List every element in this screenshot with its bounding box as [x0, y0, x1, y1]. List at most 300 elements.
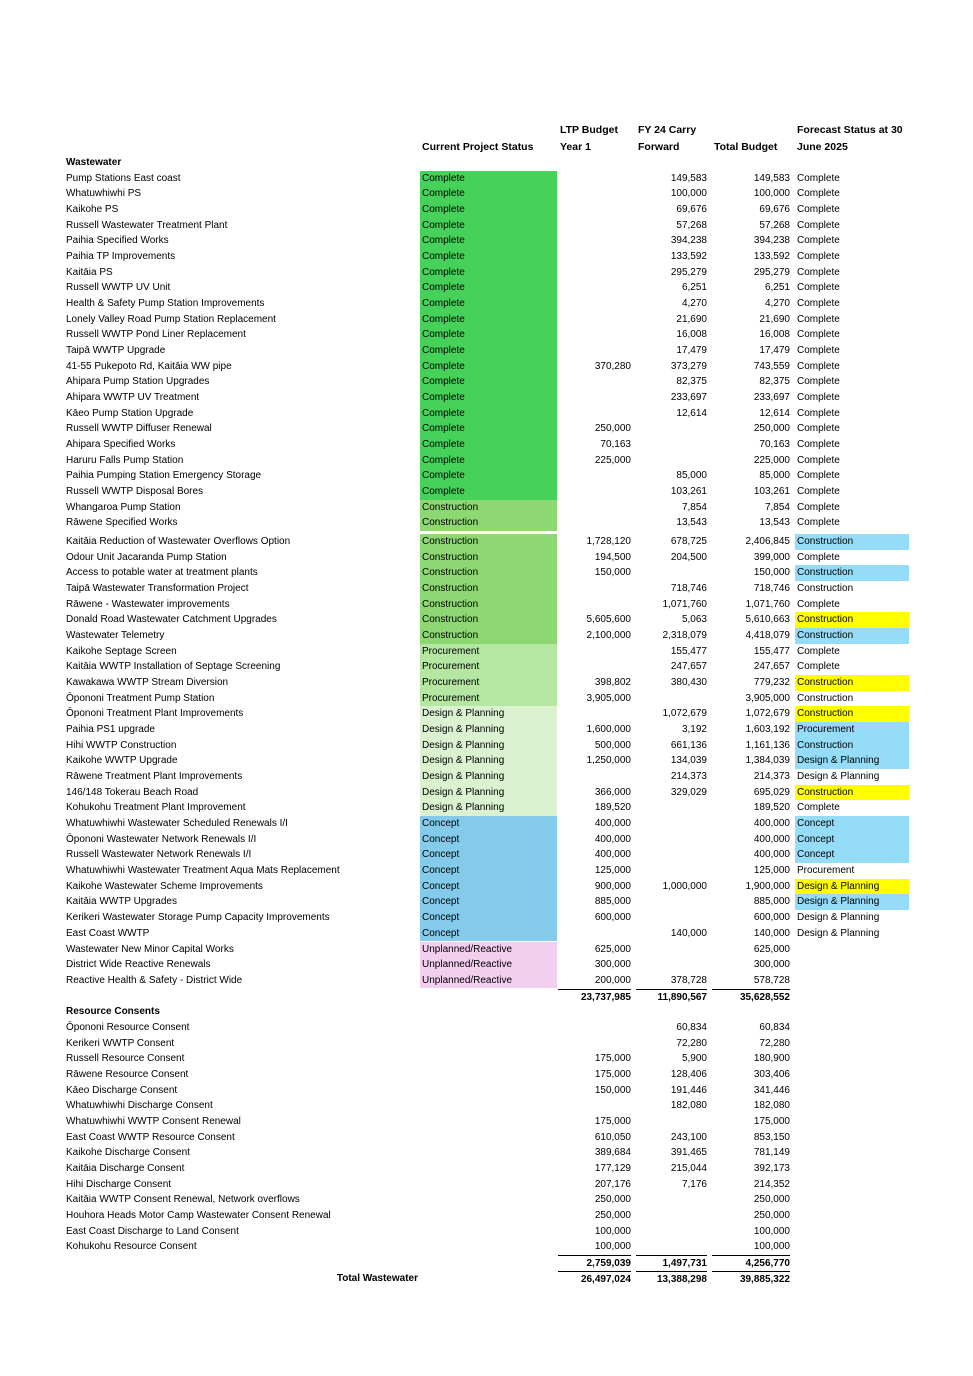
- table-row: [0, 769, 973, 785]
- ltp-budget: [558, 926, 631, 942]
- project-status: Complete: [420, 327, 557, 343]
- forecast-status: [795, 973, 909, 989]
- project-status: Complete: [420, 374, 557, 390]
- project-name: Taipā WWTP Upgrade: [66, 345, 166, 357]
- forecast-status: [795, 957, 909, 973]
- forecast-status: Complete: [797, 251, 840, 263]
- project-name: Kaikohe WWTP Upgrade: [66, 755, 178, 767]
- table-row: [0, 722, 973, 738]
- carry-forward: 718,746: [670, 583, 707, 595]
- table-row: [0, 1051, 973, 1067]
- project-name: Ōpononi Resource Consent: [66, 1021, 190, 1033]
- total-budget: 21,690: [759, 313, 790, 325]
- project-name: Paihia Pumping Station Emergency Storage: [66, 470, 262, 482]
- carry-forward: 57,268: [676, 219, 707, 231]
- project-status: [420, 1130, 557, 1146]
- header-cf-line2: Forward: [638, 141, 680, 153]
- table-row: [0, 218, 973, 234]
- ltp-budget: 625,000: [594, 943, 631, 955]
- carry-forward: 100,000: [670, 188, 707, 200]
- table-row: [0, 359, 973, 375]
- carry-forward: [636, 800, 707, 816]
- total-budget: 885,000: [753, 896, 790, 908]
- total-budget: 250,000: [753, 423, 790, 435]
- project-status: Complete: [420, 171, 557, 187]
- table-row: [0, 1067, 973, 1083]
- table-row: [0, 390, 973, 406]
- carry-forward: 72,280: [676, 1037, 707, 1049]
- project-name: Kāeo Pump Station Upgrade: [66, 407, 194, 419]
- ltp-budget: 207,176: [594, 1178, 631, 1190]
- ltp-budget: [558, 390, 631, 406]
- total-budget: 133,592: [753, 251, 790, 263]
- project-name: Pump Stations East coast: [66, 172, 181, 184]
- total-budget: 781,149: [753, 1147, 790, 1159]
- project-name: Whatuwhiwhi Wastewater Treatment Aqua Mats Replacement: [66, 865, 340, 877]
- project-name: Rāwene Treatment Plant Improvements: [66, 771, 243, 783]
- total-budget: 394,238: [753, 235, 790, 247]
- total-budget: 16,008: [759, 329, 790, 341]
- project-status: Complete: [420, 343, 557, 359]
- total-budget: 100,000: [753, 188, 790, 200]
- forecast-status: [795, 1067, 909, 1083]
- total-budget: 578,728: [753, 974, 790, 986]
- header-total: Total Budget: [714, 141, 778, 153]
- project-status: Design & Planning: [420, 769, 557, 785]
- table-row: [0, 343, 973, 359]
- forecast-status: Construction: [795, 612, 909, 628]
- table-row: [0, 186, 973, 202]
- project-name: Odour Unit Jacaranda Pump Station: [66, 551, 227, 563]
- table-row: [0, 738, 973, 754]
- ltp-budget: 2,100,000: [586, 630, 631, 642]
- project-status: [420, 1083, 557, 1099]
- table-row: [0, 659, 973, 675]
- total-budget: 743,559: [753, 360, 790, 372]
- ltp-budget: [558, 1098, 631, 1114]
- carry-forward: 2,318,079: [662, 630, 707, 642]
- table-row: [0, 1114, 973, 1130]
- project-status: [420, 1051, 557, 1067]
- project-status: Complete: [420, 468, 557, 484]
- table-row: [0, 515, 973, 531]
- carry-forward: [636, 816, 707, 832]
- total-budget: 155,477: [753, 645, 790, 657]
- grand-total-row: [0, 1271, 973, 1287]
- total-budget: 85,000: [759, 470, 790, 482]
- forecast-status: [795, 1239, 909, 1255]
- carry-forward: 6,251: [681, 282, 707, 294]
- grand-total-carry-forward: 13,388,298: [636, 1271, 707, 1288]
- subtotal-total: 35,628,552: [712, 989, 790, 1006]
- project-name: Health & Safety Pump Station Improvements: [66, 298, 265, 310]
- ltp-budget: 885,000: [594, 896, 631, 908]
- carry-forward: 678,725: [670, 536, 707, 548]
- table-row: [0, 675, 973, 691]
- total-budget: 214,373: [753, 771, 790, 783]
- total-budget: 103,261: [753, 486, 790, 498]
- ltp-budget: [558, 312, 631, 328]
- table-row: [0, 453, 973, 469]
- ltp-budget: [558, 515, 631, 531]
- forecast-status: Complete: [797, 172, 840, 184]
- carry-forward: [636, 894, 707, 910]
- forecast-status: [795, 1192, 909, 1208]
- total-budget: 140,000: [753, 927, 790, 939]
- ltp-budget: 194,500: [594, 551, 631, 563]
- total-budget: 57,268: [759, 219, 790, 231]
- ltp-budget: [558, 1036, 631, 1052]
- project-name: Kāeo Discharge Consent: [66, 1084, 178, 1096]
- total-budget: 100,000: [753, 1241, 790, 1253]
- project-name: Whatuwhiwhi PS: [66, 188, 142, 200]
- total-budget: 214,352: [753, 1178, 790, 1190]
- ltp-budget: [558, 484, 631, 500]
- section-heading: [0, 155, 973, 171]
- ltp-budget: [558, 202, 631, 218]
- forecast-status: Construction: [795, 738, 909, 754]
- ltp-budget: 1,250,000: [586, 755, 631, 767]
- table-row: [0, 581, 973, 597]
- total-budget: 100,000: [753, 1225, 790, 1237]
- ltp-budget: [558, 280, 631, 296]
- project-status: Complete: [420, 421, 557, 437]
- carry-forward: 21,690: [676, 313, 707, 325]
- total-budget: 295,279: [753, 266, 790, 278]
- forecast-status: Complete: [797, 282, 840, 294]
- section-title: Resource Consents: [66, 1006, 160, 1018]
- carry-forward: [636, 1114, 707, 1130]
- project-status: Construction: [420, 515, 557, 531]
- forecast-status: Construction: [795, 565, 909, 581]
- forecast-status: Complete: [797, 598, 840, 610]
- subtotal-total: 4,256,770: [712, 1255, 790, 1272]
- carry-forward: [636, 957, 707, 973]
- table-row: [0, 942, 973, 958]
- total-budget: 13,543: [759, 517, 790, 529]
- project-status: Unplanned/Reactive: [420, 942, 557, 958]
- carry-forward: 191,446: [670, 1084, 707, 1096]
- project-name: Russell Wastewater Treatment Plant: [66, 219, 228, 231]
- carry-forward: [636, 453, 707, 469]
- total-budget: 250,000: [753, 1209, 790, 1221]
- table-row: [0, 816, 973, 832]
- project-name: Paihia TP Improvements: [66, 251, 176, 263]
- project-name: Kerikeri Wastewater Storage Pump Capacity Improvements: [66, 912, 330, 924]
- forecast-status: Complete: [797, 486, 840, 498]
- forecast-status: Complete: [797, 313, 840, 325]
- total-budget: 4,418,079: [745, 630, 790, 642]
- project-name: Kohukohu Resource Consent: [66, 1241, 197, 1253]
- project-name: Hihi WWTP Construction: [66, 739, 177, 751]
- project-status: [420, 1098, 557, 1114]
- table-row: [0, 265, 973, 281]
- project-status: Complete: [420, 233, 557, 249]
- ltp-budget: [558, 500, 631, 516]
- project-name: Kaitāia PS: [66, 266, 113, 278]
- project-status: [420, 1177, 557, 1193]
- carry-forward: 17,479: [676, 345, 707, 357]
- project-name: Ōpononi Treatment Pump Station: [66, 692, 215, 704]
- project-name: Russell WWTP UV Unit: [66, 282, 171, 294]
- ltp-budget: [558, 249, 631, 265]
- carry-forward: 134,039: [670, 755, 707, 767]
- carry-forward: [636, 691, 707, 707]
- header-forecast-line2: June 2025: [797, 141, 848, 153]
- forecast-status: [795, 1020, 909, 1036]
- carry-forward: 243,100: [670, 1131, 707, 1143]
- total-budget: 189,520: [753, 802, 790, 814]
- forecast-status: Construction: [795, 785, 909, 801]
- subtotal-row: [0, 989, 973, 1005]
- forecast-status: Design & Planning: [797, 912, 880, 924]
- table-row: [0, 1020, 973, 1036]
- carry-forward: 1,072,679: [662, 708, 707, 720]
- forecast-status: Complete: [797, 188, 840, 200]
- total-budget: 1,384,039: [745, 755, 790, 767]
- project-status: Concept: [420, 894, 557, 910]
- project-status: Complete: [420, 359, 557, 375]
- table-row: [0, 296, 973, 312]
- table-row: [0, 468, 973, 484]
- forecast-status: Complete: [797, 392, 840, 404]
- table-row: [0, 1239, 973, 1255]
- project-name: Ōpononi Wastewater Network Renewals I/I: [66, 833, 257, 845]
- project-status: Complete: [420, 296, 557, 312]
- total-budget: 1,072,679: [745, 708, 790, 720]
- forecast-status: Complete: [797, 454, 840, 466]
- project-status: Complete: [420, 186, 557, 202]
- forecast-status: [795, 1161, 909, 1177]
- forecast-status: Complete: [797, 235, 840, 247]
- table-row: [0, 894, 973, 910]
- forecast-status: Construction: [797, 583, 854, 595]
- project-status: Concept: [420, 879, 557, 895]
- forecast-status: Complete: [797, 802, 840, 814]
- carry-forward: 233,697: [670, 392, 707, 404]
- total-budget: 180,900: [753, 1053, 790, 1065]
- grand-total-total: 39,885,322: [712, 1271, 790, 1288]
- forecast-status: [795, 1145, 909, 1161]
- total-budget: 4,270: [764, 298, 790, 310]
- project-name: Kawakawa WWTP Stream Diversion: [66, 677, 229, 689]
- forecast-status: Complete: [797, 470, 840, 482]
- project-name: Kaikohe Discharge Consent: [66, 1147, 190, 1159]
- project-status: [420, 1114, 557, 1130]
- table-row: [0, 863, 973, 879]
- forecast-status: Concept: [795, 832, 909, 848]
- total-budget: 1,603,192: [745, 724, 790, 736]
- forecast-status: Complete: [797, 266, 840, 278]
- forecast-status: [795, 942, 909, 958]
- ltp-budget: 1,728,120: [586, 536, 631, 548]
- table-row: [0, 753, 973, 769]
- ltp-budget: 175,000: [594, 1053, 631, 1065]
- table-row: [0, 484, 973, 500]
- project-status: [420, 1145, 557, 1161]
- project-name: 41-55 Pukepoto Rd, Kaitāia WW pipe: [66, 360, 232, 372]
- total-budget: 6,251: [764, 282, 790, 294]
- carry-forward: 182,080: [670, 1100, 707, 1112]
- total-budget: 779,232: [753, 677, 790, 689]
- ltp-budget: 610,050: [594, 1131, 631, 1143]
- total-budget: 247,657: [753, 661, 790, 673]
- table-row: [0, 500, 973, 516]
- forecast-status: Complete: [797, 376, 840, 388]
- carry-forward: [636, 832, 707, 848]
- project-status: Procurement: [420, 659, 557, 675]
- table-row: [0, 628, 973, 644]
- ltp-budget: 300,000: [594, 959, 631, 971]
- forecast-status: Complete: [797, 329, 840, 341]
- forecast-status: [795, 1098, 909, 1114]
- table-row: [0, 202, 973, 218]
- total-budget: 625,000: [753, 943, 790, 955]
- project-name: Russell WWTP Pond Liner Replacement: [66, 329, 246, 341]
- ltp-budget: [558, 218, 631, 234]
- table-row: [0, 597, 973, 613]
- forecast-status: Complete: [797, 439, 840, 451]
- forecast-status: Complete: [797, 204, 840, 215]
- project-status: Design & Planning: [420, 785, 557, 801]
- ltp-budget: [558, 406, 631, 422]
- carry-forward: 394,238: [670, 235, 707, 247]
- project-name: East Coast Discharge to Land Consent: [66, 1225, 239, 1237]
- total-budget: 400,000: [753, 833, 790, 845]
- project-status: Complete: [420, 453, 557, 469]
- total-budget: 600,000: [753, 912, 790, 924]
- project-name: Wastewater New Minor Capital Works: [66, 943, 234, 955]
- table-row: [0, 706, 973, 722]
- ltp-budget: 400,000: [594, 849, 631, 861]
- ltp-budget: 150,000: [594, 567, 631, 579]
- carry-forward: [636, 565, 707, 581]
- forecast-status: Complete: [797, 645, 840, 657]
- table-row: [0, 233, 973, 249]
- carry-forward: 4,270: [681, 298, 707, 310]
- ltp-budget: [558, 171, 631, 187]
- total-budget: 12,614: [759, 407, 790, 419]
- ltp-budget: 250,000: [594, 1209, 631, 1221]
- carry-forward: 60,834: [676, 1021, 707, 1033]
- table-row: [0, 249, 973, 265]
- forecast-status: Complete: [797, 551, 840, 563]
- forecast-status: Concept: [795, 816, 909, 832]
- project-status: Complete: [420, 202, 557, 218]
- total-budget: 853,150: [753, 1131, 790, 1143]
- project-name: Kaikohe Wastewater Scheme Improvements: [66, 880, 263, 892]
- ltp-budget: 400,000: [594, 818, 631, 830]
- project-status: Procurement: [420, 675, 557, 691]
- forecast-status: [795, 1130, 909, 1146]
- project-name: Kaitāia WWTP Installation of Septage Screening: [66, 661, 281, 673]
- ltp-budget: 900,000: [594, 880, 631, 892]
- total-budget: 7,854: [764, 501, 790, 513]
- project-status: Design & Planning: [420, 753, 557, 769]
- project-status: Construction: [420, 612, 557, 628]
- ltp-budget: [558, 644, 631, 660]
- project-status: [420, 1020, 557, 1036]
- grand-total-label: Total Wastewater: [336, 1272, 418, 1284]
- carry-forward: 1,000,000: [662, 880, 707, 892]
- project-status: Construction: [420, 597, 557, 613]
- project-name: Lonely Valley Road Pump Station Replacement: [66, 313, 276, 325]
- carry-forward: 7,854: [681, 501, 707, 513]
- ltp-budget: 177,129: [594, 1162, 631, 1174]
- carry-forward: 378,728: [670, 974, 707, 986]
- table-row: [0, 910, 973, 926]
- total-budget: 3,905,000: [745, 692, 790, 704]
- table-row: [0, 1083, 973, 1099]
- ltp-budget: 70,163: [600, 439, 631, 451]
- ltp-budget: [558, 769, 631, 785]
- project-status: [420, 1208, 557, 1224]
- project-name: Russell Wastewater Network Renewals I/I: [66, 849, 252, 861]
- ltp-budget: 500,000: [594, 739, 631, 751]
- project-name: Russell WWTP Disposal Bores: [66, 486, 204, 498]
- carry-forward: [636, 1224, 707, 1240]
- ltp-budget: 600,000: [594, 912, 631, 924]
- project-status: Unplanned/Reactive: [420, 973, 557, 989]
- total-budget: 225,000: [753, 454, 790, 466]
- project-name: District Wide Reactive Renewals: [66, 959, 211, 971]
- forecast-status: Construction: [795, 628, 909, 644]
- project-status: Construction: [420, 628, 557, 644]
- project-name: Whatuwhiwhi Wastewater Scheduled Renewals I/I: [66, 818, 288, 830]
- carry-forward: 7,176: [681, 1178, 707, 1190]
- project-status: Complete: [420, 390, 557, 406]
- forecast-status: [795, 1036, 909, 1052]
- ltp-budget: [558, 343, 631, 359]
- carry-forward: 391,465: [670, 1147, 707, 1159]
- table-row: [0, 406, 973, 422]
- total-budget: 250,000: [753, 1194, 790, 1206]
- section-title: Wastewater: [66, 157, 122, 168]
- ltp-budget: 125,000: [594, 865, 631, 877]
- total-budget: 695,029: [753, 786, 790, 798]
- project-name: Hihi Discharge Consent: [66, 1178, 172, 1190]
- forecast-status: Construction: [795, 706, 909, 722]
- project-status: Construction: [420, 534, 557, 550]
- header-status: Current Project Status: [422, 141, 534, 153]
- table-row: [0, 800, 973, 816]
- project-status: Unplanned/Reactive: [420, 957, 557, 973]
- carry-forward: 329,029: [670, 786, 707, 798]
- total-budget: 182,080: [753, 1100, 790, 1112]
- ltp-budget: 3,905,000: [586, 692, 631, 704]
- forecast-status: [795, 1208, 909, 1224]
- project-name: Kaitāia WWTP Upgrades: [66, 896, 177, 908]
- project-status: [420, 1161, 557, 1177]
- ltp-budget: 175,000: [594, 1068, 631, 1080]
- carry-forward: 133,592: [670, 251, 707, 263]
- total-budget: 392,173: [753, 1162, 790, 1174]
- project-status: Design & Planning: [420, 722, 557, 738]
- forecast-status: Complete: [797, 407, 840, 419]
- forecast-status: Complete: [797, 517, 840, 529]
- project-status: Construction: [420, 581, 557, 597]
- carry-forward: 204,500: [670, 551, 707, 563]
- ltp-budget: 250,000: [594, 423, 631, 435]
- forecast-status: Procurement: [795, 722, 909, 738]
- project-status: Concept: [420, 863, 557, 879]
- carry-forward: 1,071,760: [662, 598, 707, 610]
- ltp-budget: 250,000: [594, 1194, 631, 1206]
- ltp-budget: [558, 374, 631, 390]
- forecast-status: [795, 1224, 909, 1240]
- forecast-status: Procurement: [797, 865, 855, 877]
- table-row: [0, 1036, 973, 1052]
